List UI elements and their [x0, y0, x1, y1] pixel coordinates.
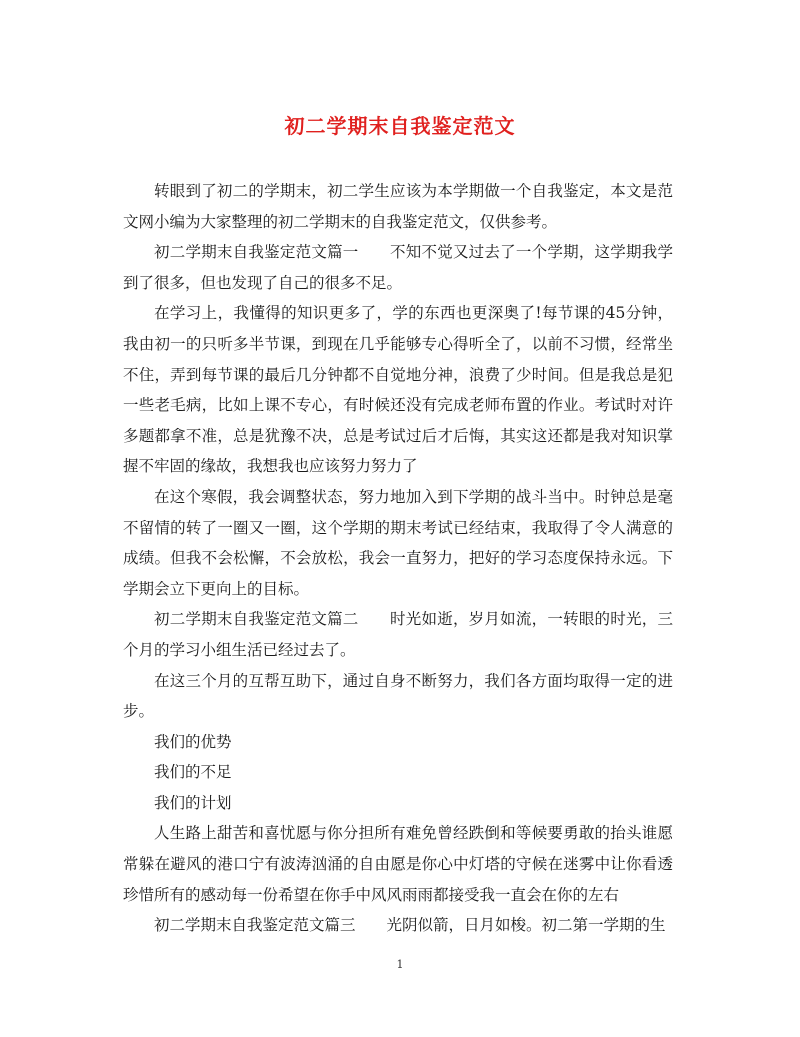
paragraph-progress: 在这三个月的互帮互助下，通过自身不断努力，我们各方面均取得一定的进步。 [123, 671, 673, 721]
paragraph-weaknesses: 我们的不足 [154, 763, 232, 782]
paragraph-essay-three-heading: 初二学期末自我鉴定范文篇三 光阴似箭，日月如梭。初二第一学期的生 [154, 916, 666, 935]
paragraph-essay-one-heading: 初二学期末自我鉴定范文篇一 不知不觉又过去了一个学期，这学期我学到了很多，但也发现了自己的很多不足。 [123, 243, 673, 292]
paragraph-plan: 我们的计划 [154, 793, 232, 812]
paragraph-strengths: 我们的优势 [154, 732, 232, 751]
page-number: 1 [396, 958, 404, 971]
paragraph-study: 在学习上，我懂得的知识更多了，学的东西也更深奥了!每节课的45分钟，我由初一的只听多半节课，到现在几乎能够专心得听全了，以前不习惯，经常坐不住，弄到每节课的最后几分钟都不自觉地分神，浪费了少时间。但是我总是犯一些老毛病，比如上课不专心，有时候还没有完成老师布置的作业。考试时对许多题都拿不准，总是犹豫不决，总是考试过后才后悔，其实这还都是我对知识掌握不牢固的缘故，我想我也应该努力努力了 [123, 304, 673, 476]
paragraph-lyrics: 人生路上甜苦和喜忧愿与你分担所有难免曾经跌倒和等候要勇敢的抬头谁愿常躲在避风的港口宁有波涛汹涌的自由愿是你心中灯塔的守候在迷雾中让你看透珍惜所有的感动每一份希望在你手中风风雨雨都接受我一直会在你的左右 [123, 824, 673, 904]
paragraph-winter-break: 在这个寒假，我会调整状态，努力地加入到下学期的战斗当中。时钟总是毫不留情的转了一圈又一圈，这个学期的期末考试已经结束，我取得了令人满意的成绩。但我不会松懈，不会放松，我会一直努力，把好的学习态度保持永远。下学期会立下更向上的目标。 [123, 487, 673, 598]
paragraph-essay-two-heading: 初二学期末自我鉴定范文篇二 时光如逝，岁月如流，一转眼的时光，三个月的学习小组生活已经过去了。 [123, 610, 673, 659]
paragraph-intro: 转眼到了初二的学期末，初二学生应该为本学期做一个自我鉴定，本文是范文网小编为大家整理的初二学期末的自我鉴定范文，仅供参考。 [123, 182, 673, 231]
document-title: 初二学期末自我鉴定范文 [284, 114, 516, 138]
document-body [123, 176, 673, 941]
